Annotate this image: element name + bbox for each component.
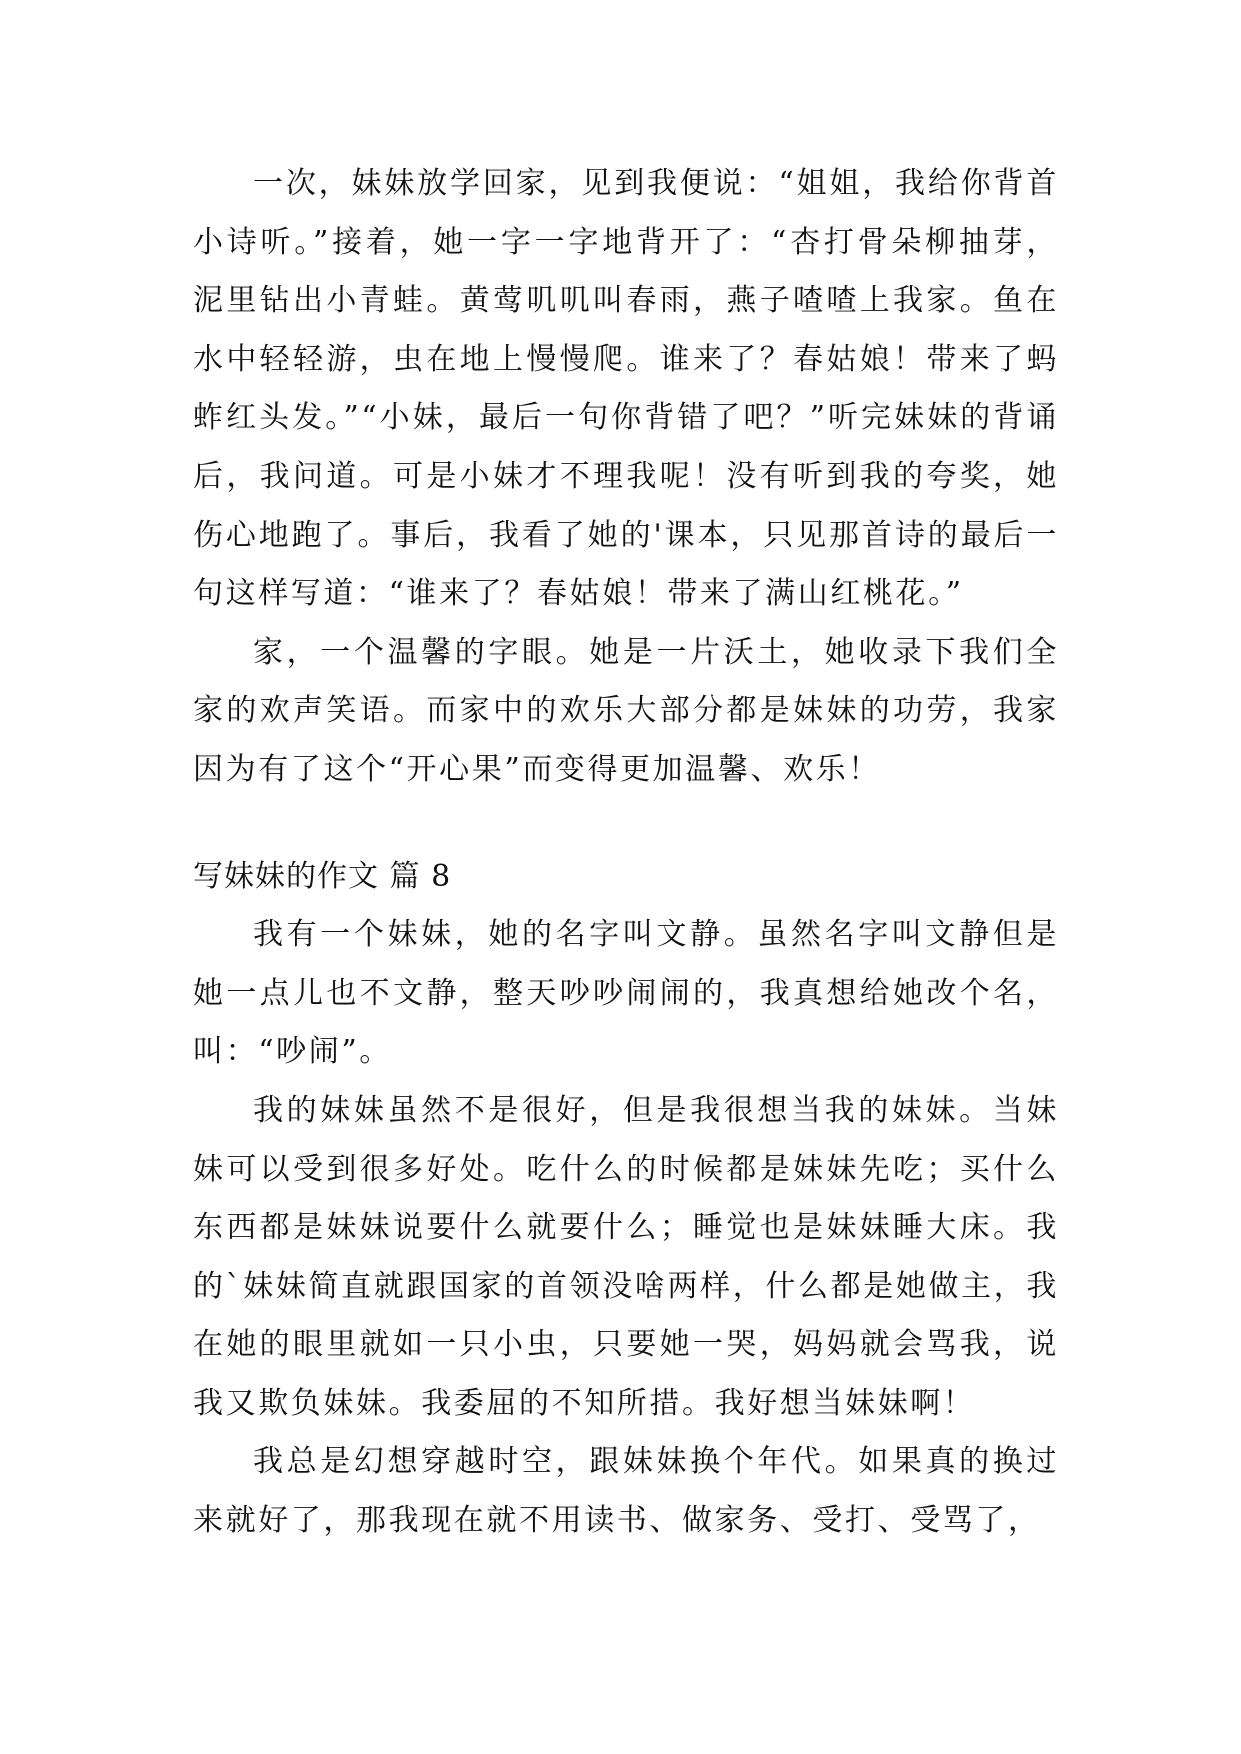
section-heading: 写妹妹的作文 篇 8 [193, 858, 452, 894]
paragraph-privileges: 我的妹妹虽然不是很好，但是我很想当我的妹妹。当妹妹可以受到很多好处。吃什么的时候都是妹妹先吃；买什么东西都是妹妹说要什么就要什么；睡觉也是妹妹睡大床。我的`妹妹简直就跟国家的首领没啥两样，什么都是她做主，我在她的眼里就如一只小虫，只要她一哭，妈妈就会骂我，说我又欺负妹妹。我委屈的不知所措。我好想当妹妹啊！ [193, 1092, 1059, 1421]
paragraph-poem-story: 一次，妹妹放学回家，见到我便说：“姐姐，我给你背首小诗听。”接着，她一字一字地背开了：“杏打骨朵柳抽芽，泥里钻出小青蛙。黄莺叽叽叫春雨，燕子喳喳上我家。鱼在水中轻轻游，虫在地上慢慢爬。谁来了？春姑娘！带来了蚂蚱红头发。”“小妹，最后一句你背错了吧？”听完妹妹的背诵后，我问道。可是小妹才不理我呢！没有听到我的夸奖，她伤心地跑了。事后，我看了她的'课本，只见那首诗的最后一句这样写道：“谁来了？春姑娘！带来了满山红桃花。” [193, 166, 1059, 612]
paragraph-name: 我有一个妹妹，她的名字叫文静。虽然名字叫文静但是她一点儿也不文静，整天吵吵闹闹的，我真想给她改个名，叫：“吵闹”。 [193, 917, 1059, 1070]
paragraph-time-travel: 我总是幻想穿越时空，跟妹妹换个年代。如果真的换过来就好了，那我现在就不用读书、做家务、受打、受骂了， [193, 1444, 1059, 1539]
document-body [193, 155, 1059, 1551]
paragraph-family: 家，一个温馨的字眼。她是一片沃土，她收录下我们全家的欢声笑语。而家中的欢乐大部分都是妹妹的功劳，我家因为有了这个“开心果”而变得更加温馨、欢乐！ [193, 634, 1059, 787]
